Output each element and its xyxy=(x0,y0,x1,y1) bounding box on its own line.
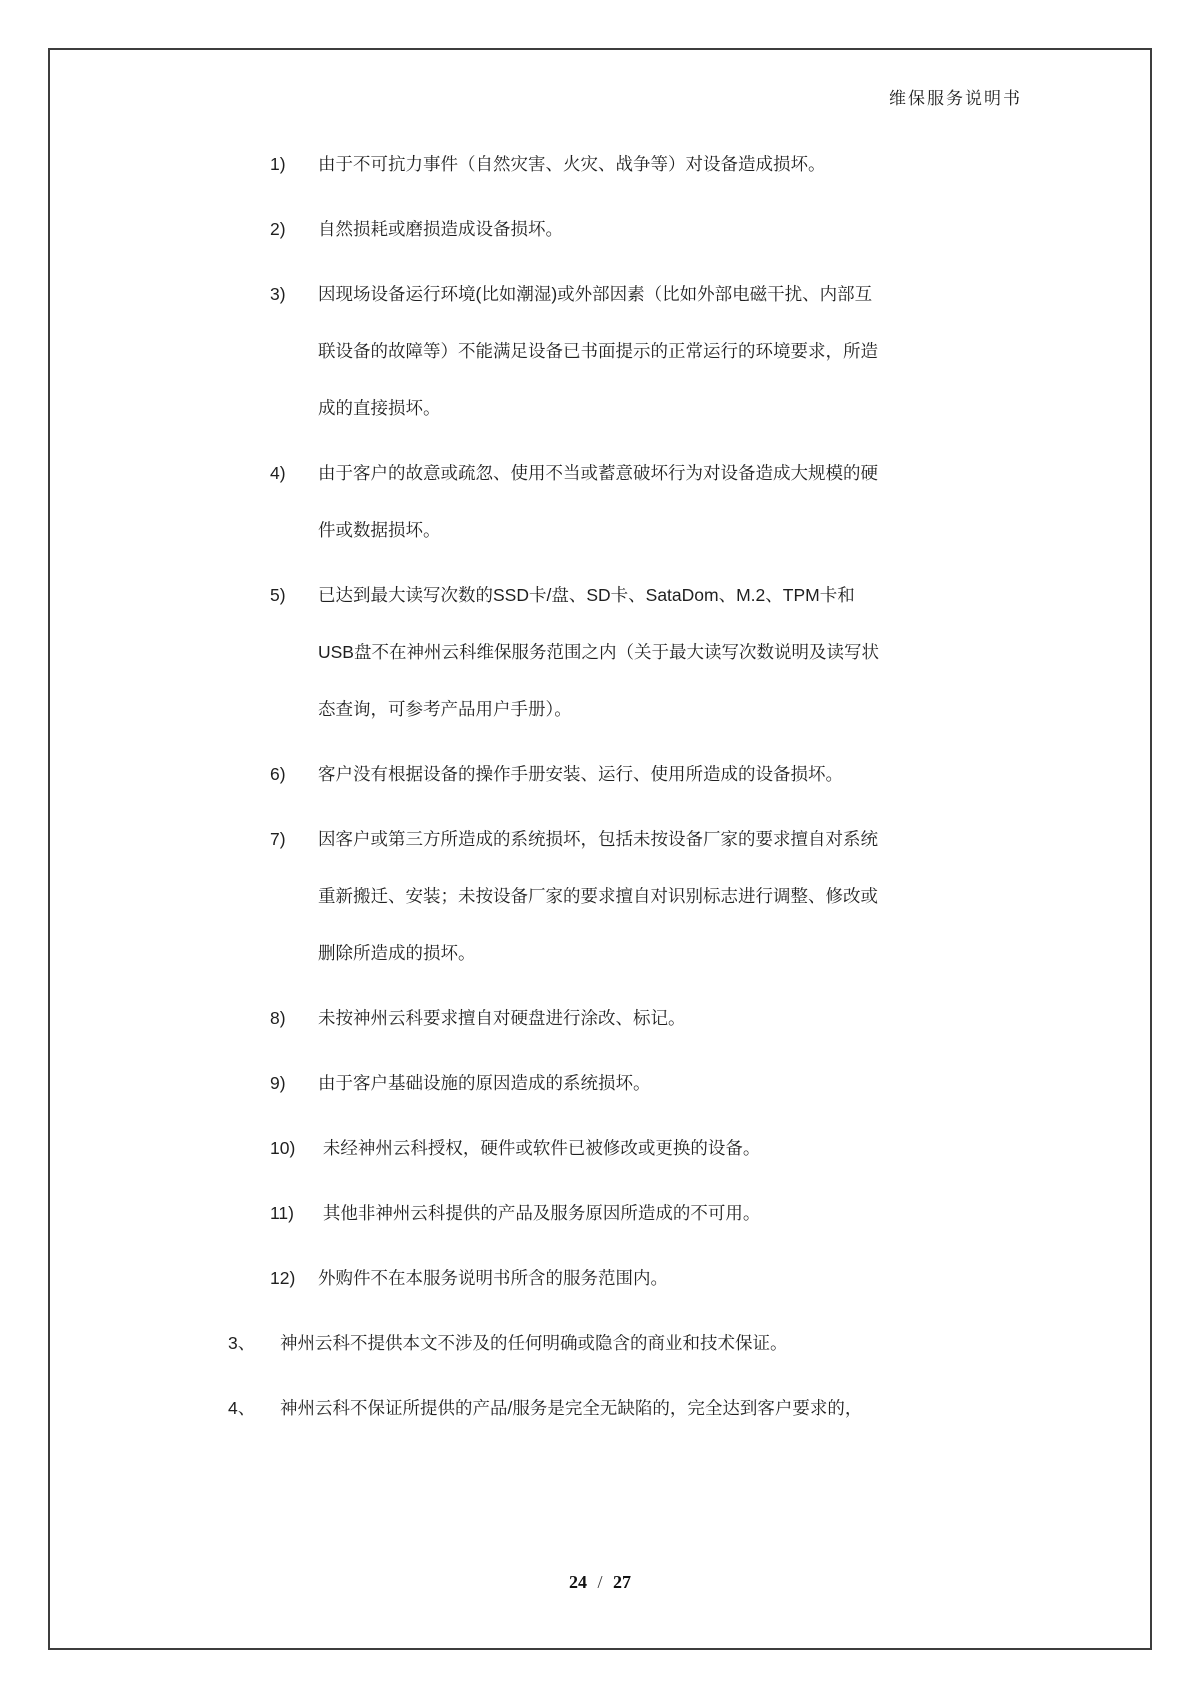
text-line: 因客户或第三方所造成的系统损坏，包括未按设备厂家的要求擅自对系统 xyxy=(318,829,878,849)
list-item-marker: 9) xyxy=(270,1073,286,1093)
list-item xyxy=(0,1250,1200,1307)
document-header-title: 维保服务说明书 xyxy=(889,89,1022,108)
list-item xyxy=(0,1315,1200,1372)
list-item xyxy=(0,1055,1200,1112)
text-line: 删除所造成的损坏。 xyxy=(318,943,476,963)
list-item-marker: 6) xyxy=(270,764,286,784)
text-line: 自然损耗或磨损造成设备损坏。 xyxy=(318,219,563,239)
list-item xyxy=(0,811,1200,982)
list-item-text xyxy=(318,990,1200,1047)
list-item-marker: 11) xyxy=(270,1203,294,1223)
list-item-text xyxy=(318,1120,1200,1177)
list-item-marker: 4、 xyxy=(228,1398,256,1418)
list-item-marker: 5) xyxy=(270,585,286,605)
list-item-text xyxy=(318,1250,1200,1307)
list-item xyxy=(0,990,1200,1047)
list-item-marker: 8) xyxy=(270,1008,286,1028)
list-item-text xyxy=(318,136,1200,193)
list-item-marker: 10) xyxy=(270,1138,296,1158)
page-footer xyxy=(0,1572,1200,1593)
list-item xyxy=(0,201,1200,258)
list-item-marker: 7) xyxy=(270,829,286,849)
total-page-count: 27 xyxy=(613,1572,631,1592)
list-item-text xyxy=(318,445,1200,559)
list-item-text xyxy=(318,1185,1200,1242)
text-line: 由于客户的故意或疏忽、使用不当或蓄意破坏行为对设备造成大规模的硬 xyxy=(318,463,878,483)
list-item-text xyxy=(280,1315,1200,1372)
text-line: 神州云科不保证所提供的产品/服务是完全无缺陷的，完全达到客户要求的， xyxy=(280,1398,863,1418)
list-item xyxy=(0,136,1200,193)
text-line: 未按神州云科要求擅自对硬盘进行涂改、标记。 xyxy=(318,1008,686,1028)
text-line: 重新搬迁、安装；未按设备厂家的要求擅自对识别标志进行调整、修改或 xyxy=(318,886,878,906)
list-item-marker: 12) xyxy=(270,1268,296,1288)
current-page-number: 24 xyxy=(568,1572,587,1592)
list-item-text xyxy=(318,1055,1200,1112)
list-item-marker: 1) xyxy=(270,154,286,174)
list-item xyxy=(0,1380,1200,1437)
text-line: 件或数据损坏。 xyxy=(318,520,441,540)
list-item xyxy=(0,266,1200,437)
text-line: 未经神州云科授权，硬件或软件已被修改或更换的设备。 xyxy=(318,1138,761,1158)
text-line: 神州云科不提供本文不涉及的任何明确或隐含的商业和技术保证。 xyxy=(280,1333,788,1353)
text-line: USB盘不在神州云科维保服务范围之内（关于最大读写次数说明及读写状 xyxy=(318,642,879,662)
text-line: 态查询，可参考产品用户手册）。 xyxy=(318,699,572,719)
list-item-text xyxy=(318,811,1200,982)
document-body xyxy=(0,136,1200,1445)
text-line: 外购件不在本服务说明书所含的服务范围内。 xyxy=(318,1268,668,1288)
text-line: 其他非神州云科提供的产品及服务原因所造成的不可用。 xyxy=(318,1203,761,1223)
text-line: 由于客户基础设施的原因造成的系统损坏。 xyxy=(318,1073,651,1093)
list-item-marker: 2) xyxy=(270,219,286,239)
list-item-text xyxy=(318,201,1200,258)
list-item xyxy=(0,746,1200,803)
text-line: 因现场设备运行环境(比如潮湿)或外部因素（比如外部电磁干扰、内部互 xyxy=(318,284,873,304)
page-number-separator: / xyxy=(597,1572,603,1592)
list-item xyxy=(0,1120,1200,1177)
text-line: 已达到最大读写次数的SSD卡/盘、SD卡、SataDom、M.2、TPM卡和 xyxy=(318,585,855,605)
text-line: 成的直接损坏。 xyxy=(318,398,441,418)
list-item xyxy=(0,445,1200,559)
exclusion-sub-list xyxy=(0,136,1200,1307)
list-item-marker: 3、 xyxy=(228,1333,256,1353)
text-line: 联设备的故障等）不能满足设备已书面提示的正常运行的环境要求，所造 xyxy=(318,341,878,361)
text-line: 由于不可抗力事件（自然灾害、火灾、战争等）对设备造成损坏。 xyxy=(318,154,826,174)
text-line: 客户没有根据设备的操作手册安装、运行、使用所造成的设备损坏。 xyxy=(318,764,843,784)
main-numbered-list xyxy=(0,1315,1200,1437)
list-item-text xyxy=(318,567,1200,738)
list-item-text xyxy=(318,266,1200,437)
list-item-marker: 3) xyxy=(270,284,286,304)
list-item-text xyxy=(280,1380,1200,1437)
list-item-marker: 4) xyxy=(270,463,286,483)
list-item xyxy=(0,567,1200,738)
list-item-text xyxy=(318,746,1200,803)
list-item xyxy=(0,1185,1200,1242)
